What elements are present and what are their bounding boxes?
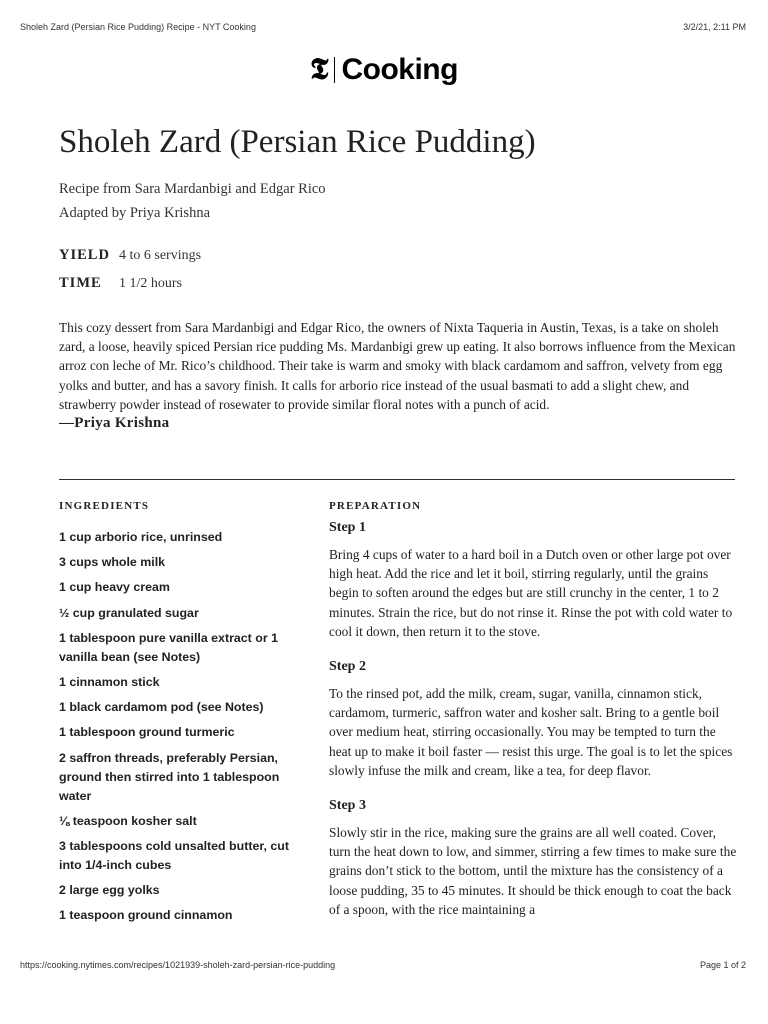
time-label: TIME — [59, 275, 102, 291]
step-text: Slowly stir in the rice, making sure the grains are all well coated. Cover, turn the heat down to low, and simmer, stirring a few times to make sure the grains don’t stick to the bottom, until the mixture has the consistency of a loose pudding, 35 to 45 minutes. It should be thick enough to coat the back of a spoon, with the rice maintaining a — [329, 825, 737, 917]
ingredients-list — [59, 528, 299, 931]
print-page-title: Sholeh Zard (Persian Rice Pudding) Recipe - NYT Cooking — [20, 22, 256, 32]
recipe-title: Sholeh Zard (Persian Rice Pudding) — [59, 124, 536, 160]
step-title: Step 1 — [329, 520, 366, 535]
step-text: To the rinsed pot, add the milk, cream, sugar, vanilla, cinnamon stick, cardamom, turmeric, saffron water and kosher salt. Bring to a gentle boil over medium heat, stirring occasionally. You may be tempted to turn the heat up to make it boil faster — resist this urge. The goal is to let the spices slowly infuse the milk and cream, like a tea, for deep flavor. — [329, 686, 733, 778]
time-row — [59, 275, 182, 292]
yield-label: YIELD — [59, 247, 110, 263]
ingredient-item: ⅛ teaspoon kosher salt — [59, 813, 197, 828]
recipe-intro — [59, 318, 739, 433]
intro-text: This cozy dessert from Sara Mardanbigi and Edgar Rico, the owners of Nixta Taqueria in Austin, Texas, is a take on sholeh zard, a loose, heavily spiced Persian rice pudding Ms. Mardanbigi grew up eating. It also borrows influence from the Mexican arroz con leche of Mr. Rico’s childhood. Their take is warm and smoky with black cardamom and saffron, velvety from egg yolks and butter, and has a savory finish. It calls for arborio rice instead of the usual basmati to add a slight chew, and strawberry powder instead of rosewater to provide similar floral notes with a punch of acid. — [59, 320, 736, 412]
logo-wordmark: Cooking — [341, 53, 458, 86]
ingredient-item: 1 tablespoon ground turmeric — [59, 725, 235, 740]
page-number: Page 1 of 2 — [699, 960, 746, 970]
ingredient-item: 2 saffron threads, preferably Persian, ground then stirred into 1 tablespoon water — [59, 750, 280, 803]
print-datetime: 3/2/21, 2:11 PM — [683, 22, 746, 32]
preparation-heading: PREPARATION — [329, 500, 422, 512]
step-text: Bring 4 cups of water to a hard boil in a Dutch oven or other large pot over high heat. Add the rice and let it boil, stirring regularly, until the grains begin to soften around the edges but are still crunchy in the center, 1 to 2 minutes. Strain the rice, but do not rinse it. Rinse the pot with cold water to cool it down, then return it to the stove. — [329, 547, 733, 639]
ingredient-item: 3 cups whole milk — [59, 555, 166, 570]
print-url[interactable]: https://cooking.nytimes.com/recipes/1021939-sholeh-zard-persian-rice-pudding — [20, 960, 336, 970]
ingredient-item: 1 cup heavy cream — [59, 580, 170, 595]
ingredient-item: 1 cinnamon stick — [59, 674, 160, 689]
ingredient-item: 1 black cardamom pod (see Notes) — [59, 700, 264, 715]
yield-row — [59, 247, 201, 264]
ingredient-item: 2 large egg yolks — [59, 883, 160, 898]
section-divider — [59, 479, 735, 480]
recipe-source: Recipe from Sara Mardanbigi and Edgar Rico — [59, 181, 326, 197]
print-footer — [20, 960, 746, 970]
step-title: Step 2 — [329, 659, 366, 675]
ingredient-item: 1 cup arborio rice, unrinsed — [59, 530, 223, 544]
ingredients-heading: INGREDIENTS — [59, 500, 150, 512]
preparation-steps — [329, 520, 739, 937]
intro-author: —Priya Krishna — [59, 415, 170, 432]
nyt-t-logo-icon: 𝕿 — [310, 53, 329, 86]
yield-value: 4 to 6 servings — [119, 248, 202, 263]
time-value: 1 1/2 hours — [119, 276, 182, 291]
step-title: Step 3 — [329, 798, 366, 814]
ingredient-item: ½ cup granulated sugar — [59, 605, 199, 620]
ingredient-item: 1 tablespoon pure vanilla extract or 1 vanilla bean (see Notes) — [59, 630, 278, 664]
recipe-adapted-by: Adapted by Priya Krishna — [59, 205, 211, 221]
ingredient-item: 3 tablespoons cold unsalted butter, cut into 1/4-inch cubes — [59, 838, 289, 872]
ingredient-item: 1 teaspoon ground cinnamon — [59, 908, 233, 923]
